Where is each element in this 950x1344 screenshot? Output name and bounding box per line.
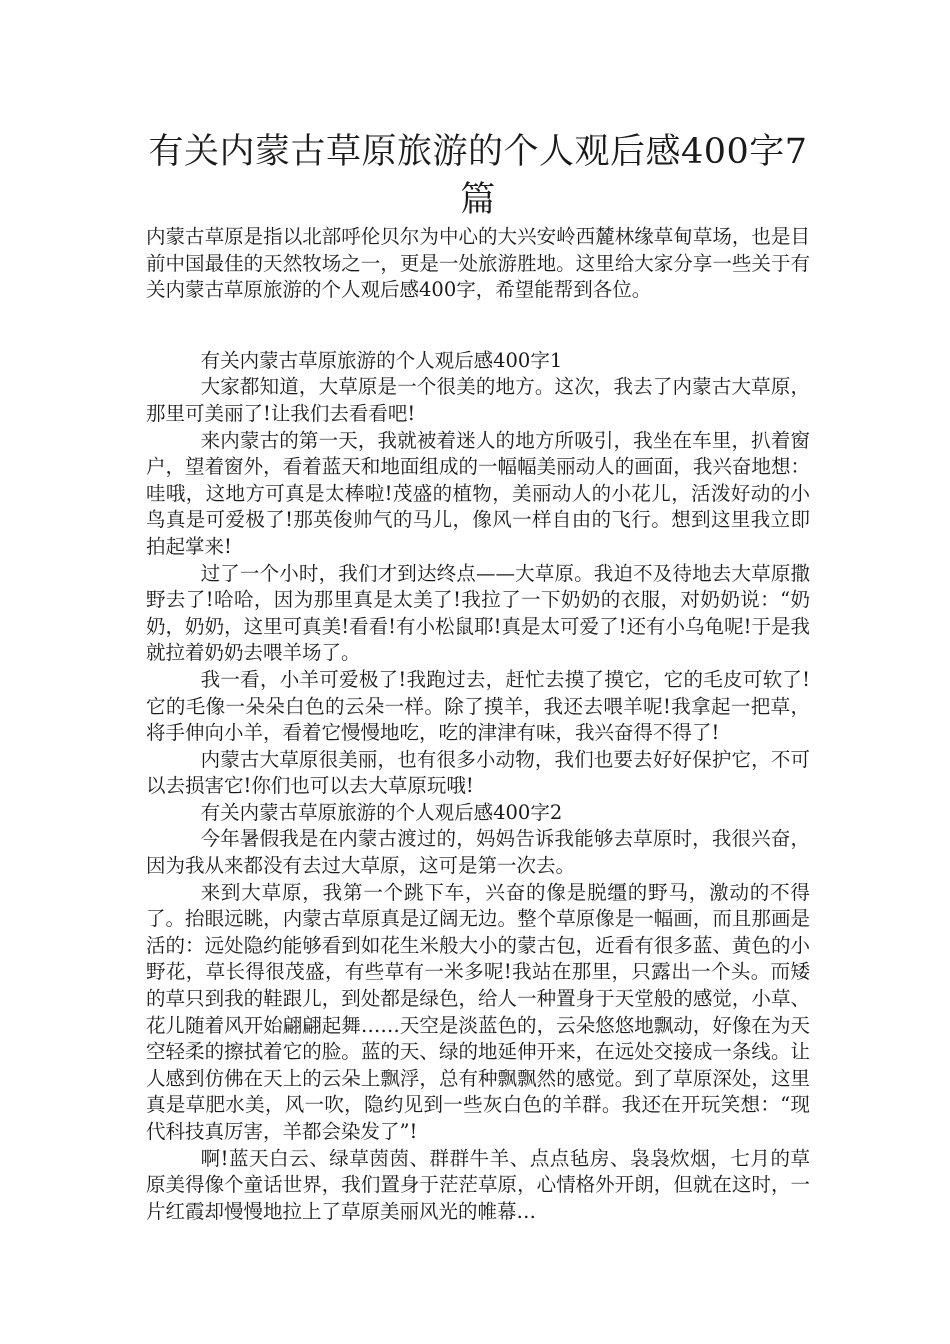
body-paragraph: 大家都知道，大草原是一个很美的地方。这次，我去了内蒙古大草原，那里可美丽了!让我们去看看吧! bbox=[146, 375, 810, 425]
body-paragraph: 今年暑假我是在内蒙古渡过的，妈妈告诉我能够去草原时，我很兴奋，因为我从来都没有去过大草原，这可是第一次去。 bbox=[146, 827, 810, 878]
body-paragraph: 内蒙古大草原很美丽，也有很多小动物，我们也要去好好保护它，不可以去损害它!你们也可以去大草原玩哦! bbox=[146, 747, 810, 798]
document-page bbox=[146, 128, 810, 1225]
document-title: 有关内蒙古草原旅游的个人观后感400字7篇 bbox=[148, 132, 808, 220]
section-heading: 有关内蒙古草原旅游的个人观后感400字1 bbox=[200, 348, 563, 372]
section-heading: 有关内蒙古草原旅游的个人观后感400字2 bbox=[200, 800, 563, 824]
essay-section-1 bbox=[146, 348, 810, 800]
body-paragraph: 啊!蓝天白云、绿草茵茵、群群牛羊、点点毡房、袅袅炊烟，七月的草原美得像个童话世界，我们置身于茫茫草原，心情格外开朗，但就在这时，一片红霞却慢慢地拉上了草原美丽风光的帷幕… bbox=[146, 1146, 810, 1223]
body-paragraph: 来内蒙古的第一天，我就被着迷人的地方所吸引，我坐在车里，扒着窗户，望着窗外，看着蓝天和地面组成的一幅幅美丽动人的画面，我兴奋地想：哇哦，这地方可真是太棒啦!茂盛的植物，美丽动人的小花儿，活泼好动的小鸟真是可爱极了!那英俊帅气的马儿，像风一样自由的飞行。想到这里我立即拍起掌来! bbox=[146, 428, 810, 558]
body-paragraph: 来到大草原，我第一个跳下车，兴奋的像是脱缰的野马，激动的不得了。抬眼远眺，内蒙古草原真是辽阔无边。整个草原像是一幅画，而且那画是活的：远处隐约能够看到如花生米般大小的蒙古包，近看有很多蓝、黄色的小野花，草长得很茂盛，有些草有一米多呢!我站在那里，只露出一个头。而矮的草只到我的鞋跟儿，到处都是绿色，给人一种置身于天堂般的感觉，小草、花儿随着风开始翩翩起舞……天空是淡蓝色的，云朵悠悠地飘动，好像在为天空轻柔的擦拭着它的脸。蓝的天、绿的地延伸开来，在远处交接成一条线。让人感到仿佛在天上的云朵上飘浮，总有种飘飘然的感觉。到了草原深处，这里真是草肥水美，风一吹，隐约见到一些灰白色的羊群。我还在开玩笑想：“现代科技真厉害，羊都会染发了”! bbox=[146, 880, 810, 1143]
intro-paragraph: 内蒙古草原是指以北部呼伦贝尔为中心的大兴安岭西麓林缘草甸草场，也是目前中国最佳的天然牧场之一，更是一处旅游胜地。这里给大家分享一些关于有关内蒙古草原旅游的个人观后感400字，希望能帮到各位。 bbox=[146, 225, 810, 302]
body-paragraph: 过了一个小时，我们才到达终点——大草原。我迫不及待地去大草原撒野去了!哈哈，因为那里真是太美了!我拉了一下奶奶的衣服，对奶奶说：“奶奶，奶奶，这里可真美!看看!有小松鼠耶!真是太可爱了!还有小乌龟呢!于是我就拉着奶奶去喂羊场了。 bbox=[146, 561, 810, 665]
body-paragraph: 我一看，小羊可爱极了!我跑过去，赶忙去摸了摸它，它的毛皮可软了!它的毛像一朵朵白色的云朵一样。除了摸羊，我还去喂羊呢!我拿起一把草，将手伸向小羊，看着它慢慢地吃，吃的津津有味，我兴奋得不得了! bbox=[146, 667, 810, 745]
essay-section-2 bbox=[146, 800, 810, 1226]
